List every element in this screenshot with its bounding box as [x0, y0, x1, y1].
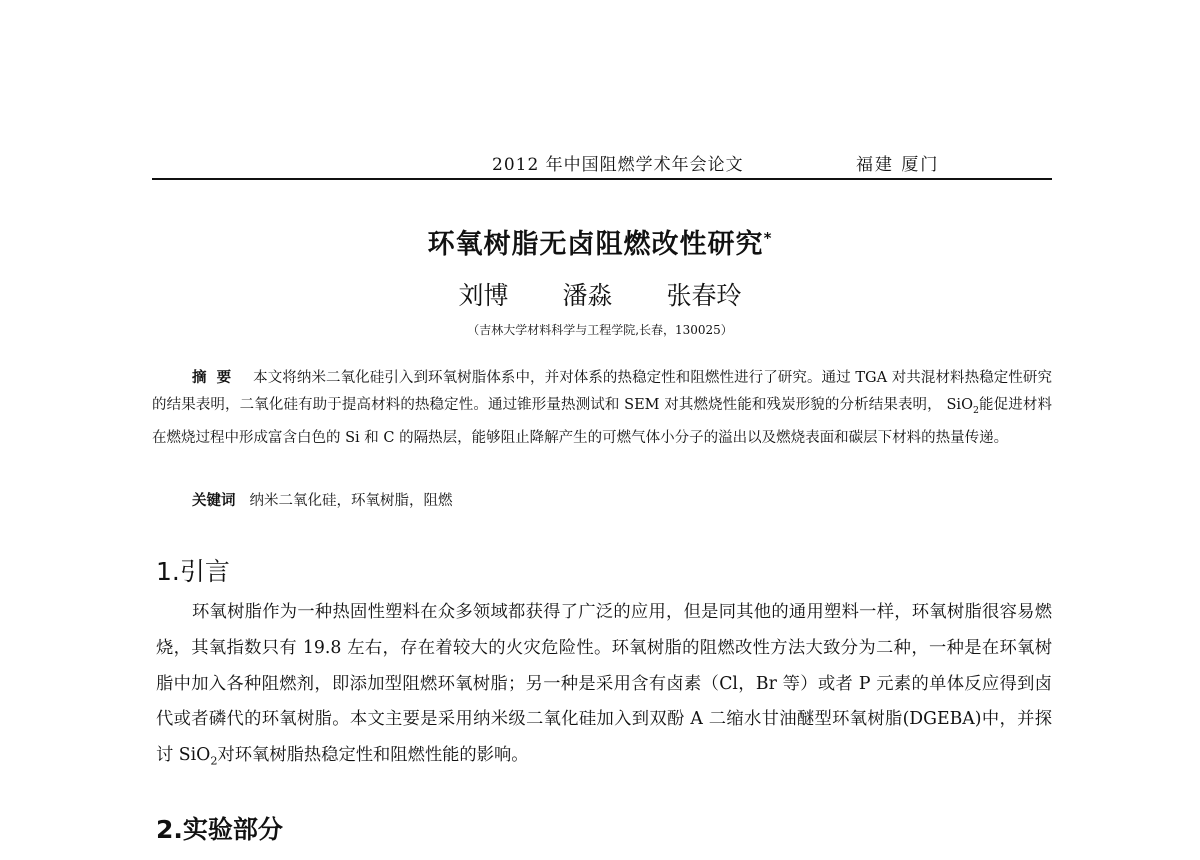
abstract-subscript: 2 — [972, 405, 979, 417]
keywords-text: 纳米二氧化硅，环氧树脂，阻燃 — [249, 493, 453, 509]
paper-title-text: 环氧树脂无卤阻燃改性研究 — [427, 229, 764, 260]
abstract-label: 摘要 — [192, 370, 242, 386]
affiliation: （吉林大学材料科学与工程学院,长春，130025） — [467, 323, 733, 337]
abstract-text-1: 本文将纳米二氧化硅引入到环氧树脂体系中，并对体系的热稳定性和阻燃性进行了研究。通过 TGA 对共混材料热稳定性研究的结果表明，二氧化硅有助于提高材料的热稳定性。通过锥形量热测试和 SEM 对其燃烧性能和残炭形貌的分析结果表明， SiO — [152, 370, 1052, 414]
author-1: 刘博 — [458, 281, 509, 310]
section-1-subscript: 2 — [210, 754, 218, 768]
paper-title — [0, 222, 1200, 261]
section-1-text-2: 对环氧树脂热稳定性和阻燃性能的影响。 — [217, 745, 529, 766]
author-2: 潘淼 — [562, 281, 613, 310]
section-1-paragraph — [156, 595, 1052, 779]
keywords-label: 关键词 — [192, 493, 236, 509]
keywords — [192, 489, 1052, 510]
abstract — [152, 365, 1052, 452]
author-list — [0, 276, 1200, 312]
section-1-text-1: 环氧树脂作为一种热固性塑料在众多领域都获得了广泛的应用，但是同其他的通用塑料一样，环氧树脂很容易燃烧，其氧指数只有 19.8 左右，存在着较大的火灾危险性。环氧树脂的阻燃改性方法大致分为二种，一种是在环氧树脂中加入各种阻燃剂，即添加型阻燃环氧树脂；另一种是采用含有卤素（Cl，Br 等）或者 P 元素的单体反应得到卤代或者磷代的环氧树脂。本文主要是采用纳米级二氧化硅加入到双酚 A 二缩水甘油醚型环氧树脂(DGEBA)中，并探讨 SiO — [156, 602, 1052, 766]
header-divider — [152, 178, 1052, 180]
title-footnote-mark: * — [763, 229, 773, 247]
author-3: 张春玲 — [666, 281, 742, 310]
running-header-location: 福建 厦门 — [856, 155, 940, 175]
running-header-conference: 2012 年中国阻燃学术年会论文 — [492, 155, 744, 175]
section-1-heading: 1.引言 — [156, 557, 230, 586]
abstract-text-2: 能促进材料在燃烧过程中形成富含白色的 Si 和 C 的隔热层，能够阻止降解产生的可燃气体小分子的溢出以及燃烧表面和碳层下材料的热量传递。 — [152, 397, 1052, 446]
section-2-heading: 2.实验部分 — [156, 815, 283, 844]
